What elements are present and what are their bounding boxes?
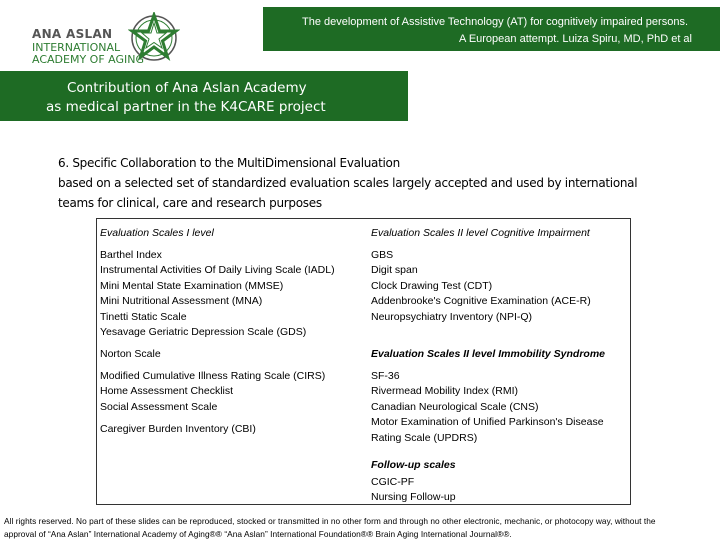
left-header: Evaluation Scales I level xyxy=(100,227,214,239)
list-item: Yesavage Geriatric Depression Scale (GDS) xyxy=(100,326,307,339)
list-item: Instrumental Activities Of Daily Living Scale (IADL) xyxy=(100,264,335,277)
followup-list xyxy=(371,475,456,506)
top-header-banner xyxy=(263,7,720,51)
right-group-1 xyxy=(371,248,591,325)
academy-logo xyxy=(8,10,190,70)
contribution-banner xyxy=(0,71,408,121)
copyright-footer xyxy=(4,515,720,541)
right-header: Evaluation Scales II level Cognitive Impairment xyxy=(371,227,590,239)
section-line-2: based on a selected set of standardized evaluation scales largely accepted and used by international xyxy=(58,176,638,190)
star-emblem-icon xyxy=(128,12,180,64)
logo-line-3: ACADEMY OF AGING xyxy=(32,53,144,66)
list-item: Social Assessment Scale xyxy=(100,400,218,413)
list-item: Addenbrooke's Cognitive Examination (ACE-R) xyxy=(371,295,591,308)
footer-line-2: approval of “Ana Aslan” International Academy of Aging®® “Ana Aslan” International Foundation®® Brain Aging International Journal®®. xyxy=(4,529,512,539)
list-item: Clock Drawing Test (CDT) xyxy=(371,279,493,292)
caregiver-burden: Caregiver Burden Inventory (CBI) xyxy=(100,423,256,435)
header-line-1: The development of Assistive Technology (AT) for cognitively impaired persons. xyxy=(302,16,688,28)
immobility-header: Evaluation Scales II level Immobility Syndrome xyxy=(371,348,605,360)
list-item: Rivermead Mobility Index (RMI) xyxy=(371,385,519,398)
list-item: SF-36 xyxy=(371,370,400,382)
followup-header: Follow-up scales xyxy=(371,459,456,471)
list-item: Motor Examination of Unified Parkinson's Disease xyxy=(371,416,604,429)
list-item: CGIC-PF xyxy=(371,476,415,488)
banner-line-1: Contribution of Ana Aslan Academy xyxy=(67,80,307,96)
list-item: Tinetti Static Scale xyxy=(100,310,187,323)
list-item: GBS xyxy=(371,249,394,261)
section-heading xyxy=(58,153,708,213)
norton-scale: Norton Scale xyxy=(100,348,161,360)
left-group-1 xyxy=(100,248,335,340)
list-item: Mini Nutritional Assessment (MNA) xyxy=(100,295,263,308)
logo-line-1: ANA ASLAN xyxy=(32,27,113,41)
list-item: Nursing Follow-up xyxy=(371,491,456,504)
section-line-1: 6. Specific Collaboration to the MultiDimensional Evaluation xyxy=(58,156,400,170)
header-line-2: A European attempt. Luiza Spiru, MD, PhD et al xyxy=(459,33,692,45)
list-item: Rating Scale (UPDRS) xyxy=(371,431,478,444)
list-item: Modified Cumulative Illness Rating Scale (CIRS) xyxy=(100,370,326,382)
list-item: Neuropsychiatry Inventory (NPI-Q) xyxy=(371,310,533,323)
list-item: Barthel Index xyxy=(100,249,162,261)
list-item: Mini Mental State Examination (MMSE) xyxy=(100,279,284,292)
list-item: Digit span xyxy=(371,264,418,277)
list-item: Home Assessment Checklist xyxy=(100,385,234,398)
logo-line-2: INTERNATIONAL xyxy=(32,41,121,54)
left-group-2 xyxy=(100,369,325,415)
right-group-2 xyxy=(371,369,604,446)
banner-line-2: as medical partner in the K4CARE project xyxy=(46,99,326,115)
section-line-3: teams for clinical, care and research purposes xyxy=(58,196,322,210)
list-item: Canadian Neurological Scale (CNS) xyxy=(371,400,539,413)
footer-line-1: All rights reserved. No part of these slides can be reproduced, stocked or transmitted in no other form and through no other electronic, mechanic, or photocopy way, without the xyxy=(4,516,656,526)
